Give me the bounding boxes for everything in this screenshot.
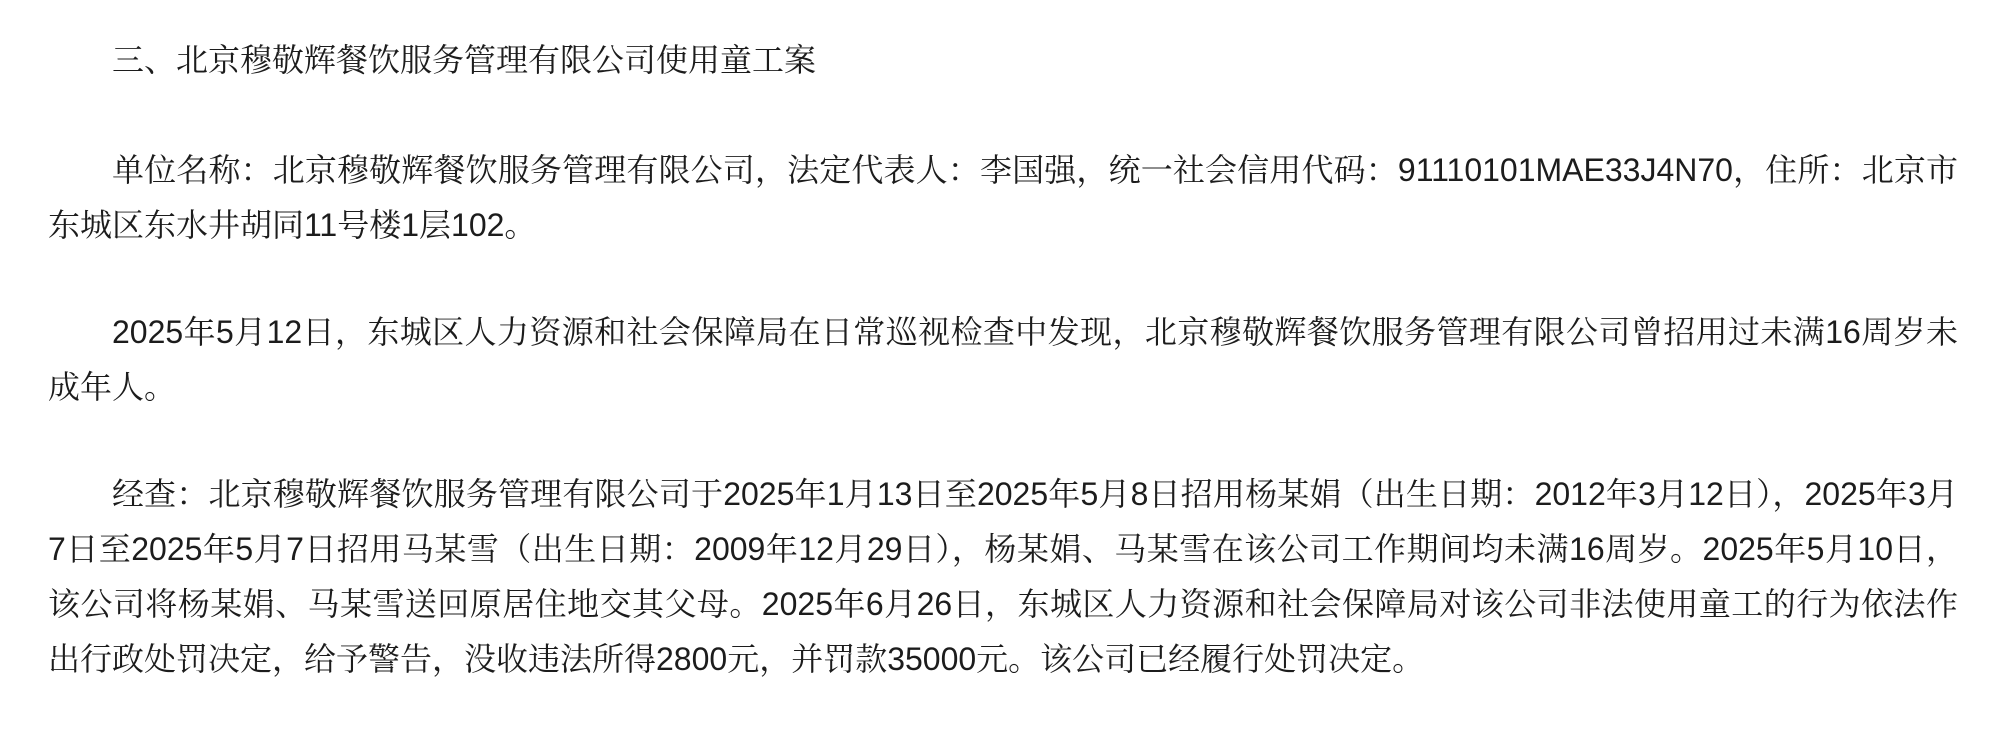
paragraph-discovery: 2025年5月12日，东城区人力资源和社会保障局在日常巡视检查中发现，北京穆敬辉餐饮服务管理有限公司曾招用过未满16周岁未成年人。 [48, 314, 1958, 405]
paragraph-investigation-penalty: 经查：北京穆敬辉餐饮服务管理有限公司于2025年1月13日至2025年5月8日招用杨某娟（出生日期：2012年3月12日），2025年3月7日至2025年5月7日招用马某雪（出生日期：2009年12月29日），杨某娟、马某雪在该公司工作期间均未满16周岁。2025年5月10日，该公司将杨某娟、马某雪送回原居住地交其父母。2025年6月26日，东城区人力资源和社会保障局对该公司非法使用童工的行为依法作出行政处罚决定，给予警告，没收违法所得2800元，并罚款35000元。该公司已经履行处罚决定。 [48, 476, 1958, 677]
case-title: 三、北京穆敬辉餐饮服务管理有限公司使用童工案 [112, 42, 817, 78]
paragraph-company-info: 单位名称：北京穆敬辉餐饮服务管理有限公司，法定代表人：李国强，统一社会信用代码：91110101MAE33J4N70，住所：北京市东城区东水井胡同11号楼1层102。 [48, 152, 1958, 243]
